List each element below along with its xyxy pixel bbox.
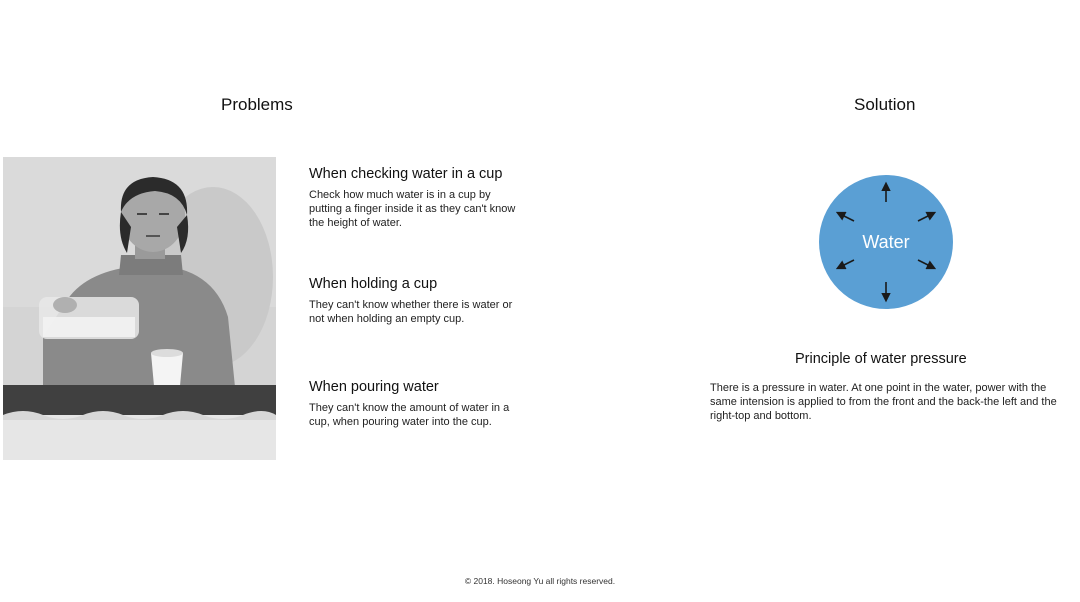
problem-item	[309, 379, 519, 429]
solution-title: Solution	[854, 95, 916, 114]
problem-item	[309, 166, 519, 230]
problems-title: Problems	[221, 95, 293, 114]
problem-heading: When pouring water	[309, 379, 439, 395]
copyright-footer: © 2018. Hoseong Yu all rights reserved.	[464, 576, 616, 586]
problem-text: They can't know whether there is water or not when holding an empty cup.	[309, 299, 513, 325]
problem-text: They can't know the amount of water in a cup, when pouring water into the cup.	[309, 402, 510, 428]
pouring-water-photo	[3, 157, 276, 460]
water-pressure-diagram	[818, 174, 954, 310]
problem-text: Check how much water is in a cup by putting a finger inside it as they can't know the height of water.	[309, 189, 516, 229]
problem-heading: When checking water in a cup	[309, 166, 503, 182]
problem-item	[309, 276, 519, 326]
principle-title: Principle of water pressure	[795, 351, 967, 367]
problem-heading: When holding a cup	[309, 276, 438, 292]
water-label: Water	[862, 232, 910, 252]
principle-text: There is a pressure in water. At one point in the water, power with the same intension is applied to from the front and the back-the left and the right-top and bottom.	[710, 382, 1057, 422]
